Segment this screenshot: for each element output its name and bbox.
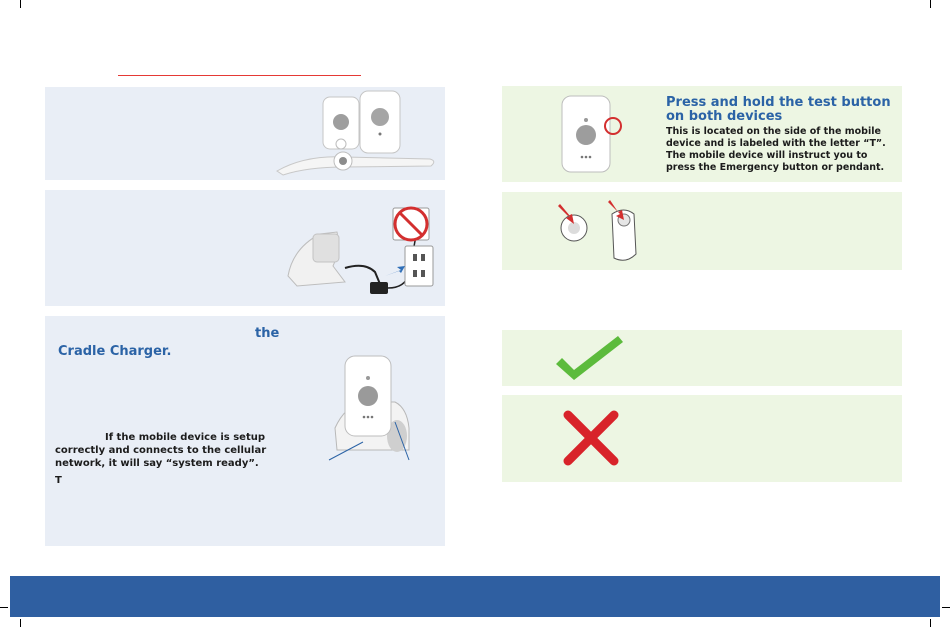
crop-mark-left-bottom: [0, 607, 8, 608]
test-body-line2: device and is labeled with the letter “T”.: [666, 138, 886, 149]
cradle-stray-letter: T: [55, 475, 62, 486]
crop-mark-top-right: [930, 0, 931, 8]
panel-cradle-plug: [45, 190, 445, 306]
test-body-line3: The mobile device will instruct you to: [666, 150, 868, 161]
footer-bar: [10, 576, 940, 617]
cradle-heading-line2: Cradle Charger.: [58, 344, 172, 359]
test-title-line1: Press and hold the test button: [666, 95, 891, 110]
mobile-test-button-illustration: [502, 86, 642, 182]
test-body-line4: press the Emergency button or pendant.: [666, 162, 885, 173]
panel-cradle-charger: [45, 316, 445, 546]
test-title-line2: on both devices: [666, 109, 783, 124]
mobile-devices-illustration: [45, 87, 445, 180]
mobile-in-cradle-illustration: [45, 316, 445, 546]
crop-mark-bottom-right: [930, 619, 931, 627]
crop-mark-top-left: [20, 0, 21, 8]
panel-failure: [502, 395, 902, 482]
check-icon: [502, 330, 702, 386]
red-underline-rule: [118, 75, 361, 76]
panel-success: [502, 330, 902, 386]
panel-test-button: [502, 86, 902, 182]
crop-mark-bottom-left: [20, 619, 21, 627]
panel-devices: [45, 87, 445, 180]
pendant-press-illustration: [502, 192, 702, 270]
close-icon: [502, 395, 702, 482]
cradle-body-text: If the mobile device is setup correctly and connects to the cellular network, it will say “system ready”.: [55, 432, 267, 469]
crop-mark-right-bottom: [942, 607, 950, 608]
cradle-heading-word: the: [255, 326, 280, 341]
cradle-plug-illustration: [45, 190, 445, 306]
test-body-line1: This is located on the side of the mobile: [666, 126, 881, 137]
panel-press-pendant: [502, 192, 902, 270]
